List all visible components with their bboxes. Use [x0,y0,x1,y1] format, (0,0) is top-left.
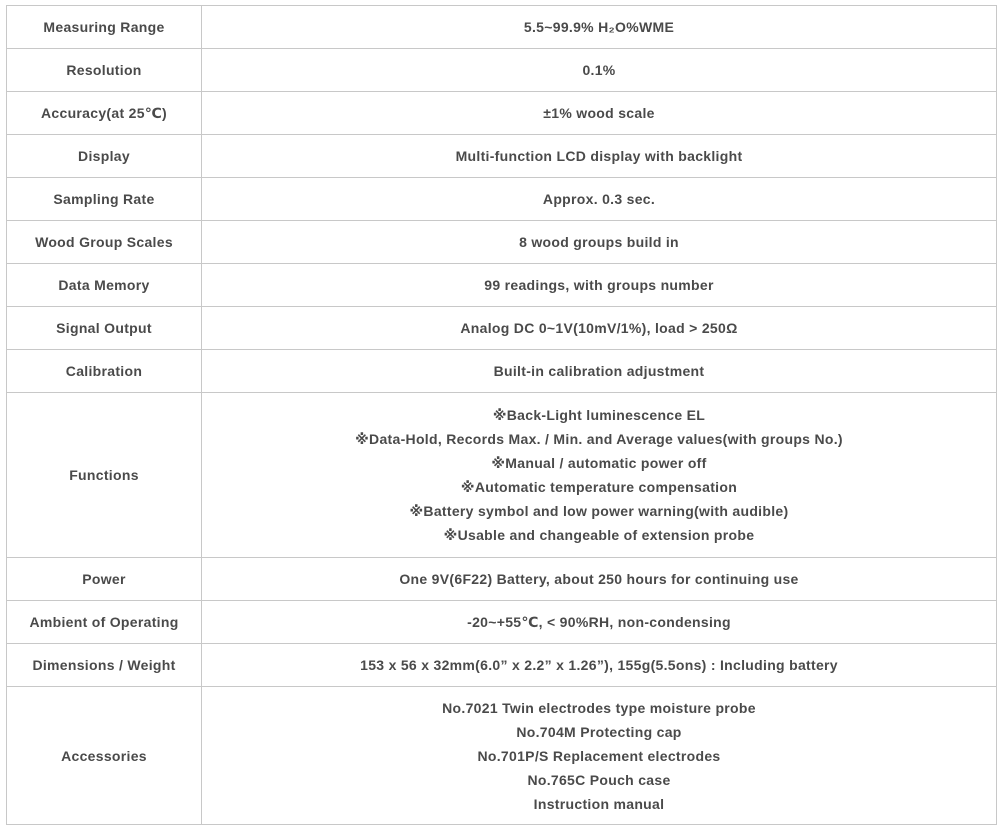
spec-value [202,687,997,825]
spec-value [202,601,997,644]
specifications-table [6,5,997,825]
spec-label: Signal Output [7,307,202,350]
spec-value-line: No.7021 Twin electrodes type moisture probe [442,699,756,716]
spec-row-calibration [7,350,997,393]
spec-value-line: ※Data-Hold, Records Max. / Min. and Average values(with groups No.) [355,431,843,447]
spec-value-line: No.704M Protecting cap [516,723,682,740]
spec-label: Calibration [7,350,202,393]
spec-value-line: Multi-function LCD display with backlight [455,148,743,164]
spec-value [202,221,997,264]
spec-row-display [7,135,997,178]
spec-value-line: ※Manual / automatic power off [491,455,707,471]
spec-value-line: -20~+55℃, < 90%RH, non-condensing [467,614,731,630]
spec-value-line: ※Back-Light luminescence EL [492,407,706,423]
spec-label: Ambient of Operating [7,601,202,644]
spec-value-line: Analog DC 0~1V(10mV/1%), load > 250Ω [460,320,738,336]
spec-value-line: ※Automatic temperature compensation [460,479,738,495]
spec-row-measuring-range [7,6,997,49]
spec-value [202,178,997,221]
spec-value [202,135,997,178]
spec-value [202,307,997,350]
spec-value [202,264,997,307]
spec-row-data-memory [7,264,997,307]
spec-value-line: 153 x 56 x 32mm(6.0” x 2.2” x 1.26”), 155g(5.5ons) : Including battery [360,657,838,673]
spec-row-dimensions-weight [7,644,997,687]
spec-label: Sampling Rate [7,178,202,221]
spec-label: Accessories [7,687,202,825]
spec-value [202,49,997,92]
spec-value-line: Built-in calibration adjustment [493,363,705,379]
spec-value [202,6,997,49]
spec-row-power [7,558,997,601]
spec-row-signal-output [7,307,997,350]
spec-label: Resolution [7,49,202,92]
spec-label: Dimensions / Weight [7,644,202,687]
spec-value-line: 99 readings, with groups number [484,277,714,293]
spec-value-line: No.701P/S Replacement electrodes [477,747,721,764]
spec-row-sampling-rate [7,178,997,221]
spec-label: Measuring Range [7,6,202,49]
spec-value-line: Approx. 0.3 sec. [542,191,656,207]
spec-label: Wood Group Scales [7,221,202,264]
spec-row-accessories [7,687,997,825]
spec-row-ambient-operating [7,601,997,644]
spec-value [202,558,997,601]
spec-value [202,644,997,687]
spec-value-line: 8 wood groups build in [519,234,679,250]
spec-value-line: 5.5~99.9% H₂O%WME [523,19,675,35]
spec-label: Data Memory [7,264,202,307]
spec-value-line: One 9V(6F22) Battery, about 250 hours for continuing use [399,571,799,587]
spec-row-resolution [7,49,997,92]
spec-value-line: ※Battery symbol and low power warning(with audible) [409,503,789,519]
spec-value-line: ±1% wood scale [543,105,655,121]
spec-row-accuracy [7,92,997,135]
spec-label: Power [7,558,202,601]
spec-value [202,92,997,135]
spec-label: Functions [7,393,202,558]
spec-value [202,350,997,393]
spec-row-functions [7,393,997,558]
spec-value-line: No.765C Pouch case [527,771,671,788]
spec-value [202,393,997,558]
spec-value-line: Instruction manual [533,795,665,812]
spec-value-line: ※Usable and changeable of extension probe [443,527,755,543]
spec-label: Display [7,135,202,178]
spec-row-wood-group-scales [7,221,997,264]
spec-value-line: 0.1% [582,62,616,78]
spec-label: Accuracy(at 25℃) [7,92,202,135]
